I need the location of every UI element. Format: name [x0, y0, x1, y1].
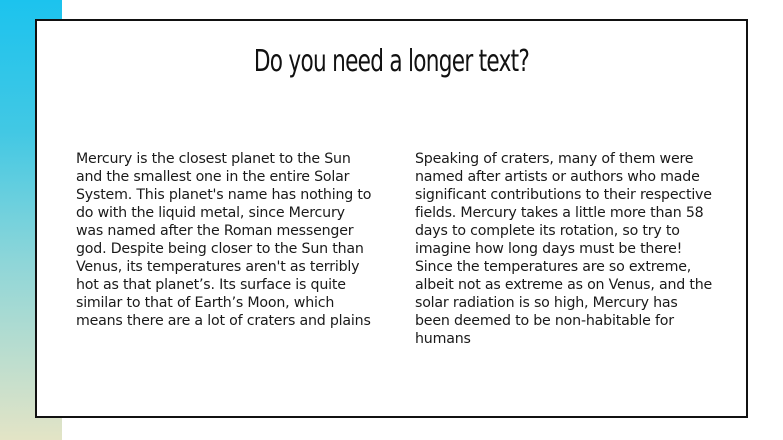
right-text-column: Speaking of craters, many of them were named after artists or authors who made significant contributions to their respective fields. Mercury takes a little more than 58 days to complete its rotation, so try to imagine how long days must be there! Since the temperatures are so extreme, albeit not as extreme as on Venus, and the solar radiation is so high, Mercury has been deemed to be non-habitable for humans	[415, 151, 713, 347]
slide-title: Do you need a longer text?	[253, 44, 530, 79]
left-text-column: Mercury is the closest planet to the Sun and the smallest one in the entire Solar System. This planet's name has nothing to do with the liquid metal, since Mercury was named after the Roman messenger god. Despite being closer to the Sun than Venus, its temperatures aren't as terribly hot as that planet’s. Its surface is quite similar to that of Earth’s Moon, which means there are a lot of craters and plains	[76, 151, 372, 329]
